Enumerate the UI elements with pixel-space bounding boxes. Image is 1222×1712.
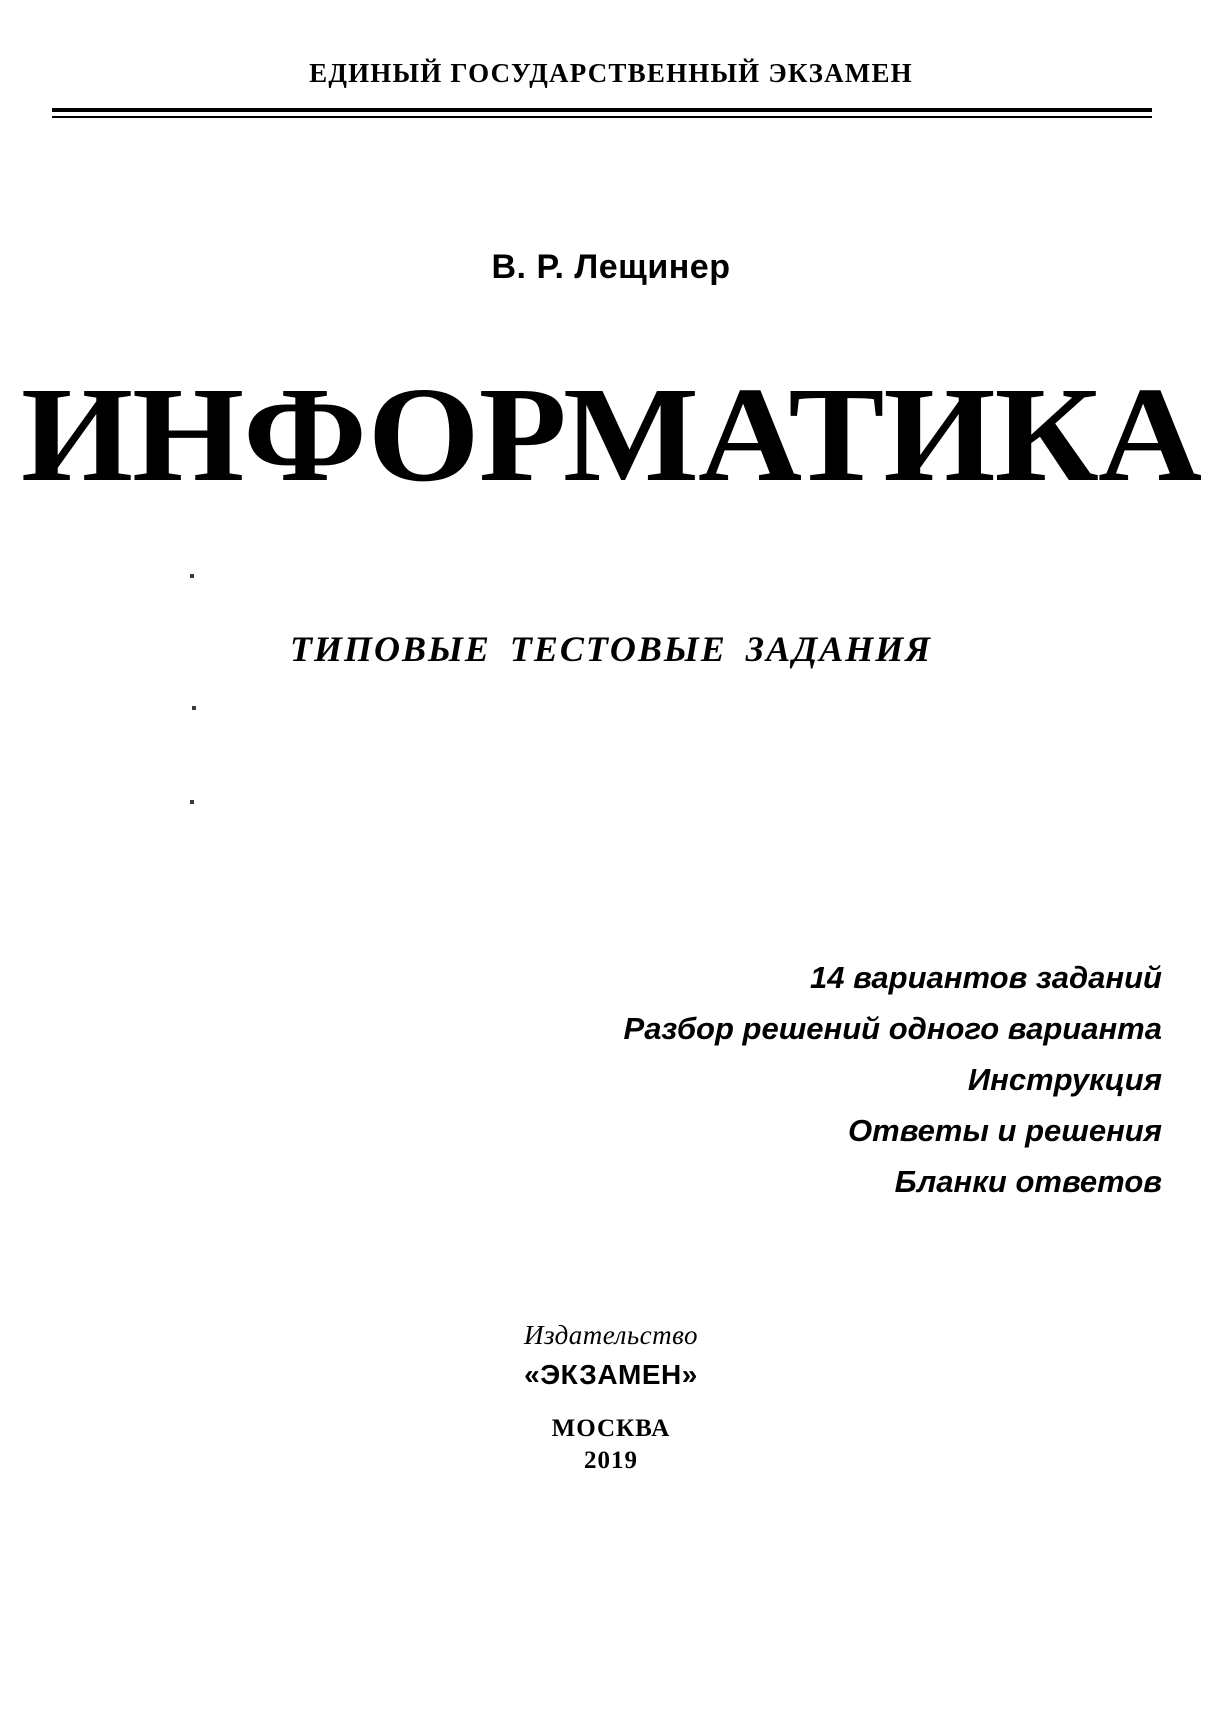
publisher-name: «ЭКЗАМЕН» — [524, 1359, 698, 1390]
publisher-label: Издательство — [523, 1320, 699, 1350]
subtitle: ТИПОВЫЕ ТЕСТОВЫЕ ЗАДАНИЯ — [289, 629, 933, 669]
list-item: 14 вариантов заданий — [810, 960, 1162, 995]
features-list — [624, 952, 1162, 1207]
page-title: ИНФОРМАТИКА — [20, 360, 1202, 510]
imprint-block — [0, 1320, 1222, 1475]
page-speck-mark — [190, 800, 194, 804]
author-name: В. Р. Лещинер — [491, 248, 731, 286]
header-divider — [52, 108, 1152, 118]
list-item: Бланки ответов — [894, 1164, 1162, 1199]
publication-city: МОСКВА — [551, 1415, 671, 1442]
page-speck-mark — [190, 574, 194, 578]
list-item: Инструкция — [967, 1062, 1162, 1097]
divider-thin-line — [52, 116, 1152, 118]
list-item: Разбор решений одного варианта — [623, 1011, 1162, 1046]
list-item: Ответы и решения — [848, 1113, 1162, 1148]
page-speck-mark — [192, 706, 196, 710]
exam-header-line: ЕДИНЫЙ ГОСУДАРСТВЕННЫЙ ЭКЗАМЕН — [309, 58, 913, 88]
publication-year: 2019 — [584, 1447, 638, 1474]
